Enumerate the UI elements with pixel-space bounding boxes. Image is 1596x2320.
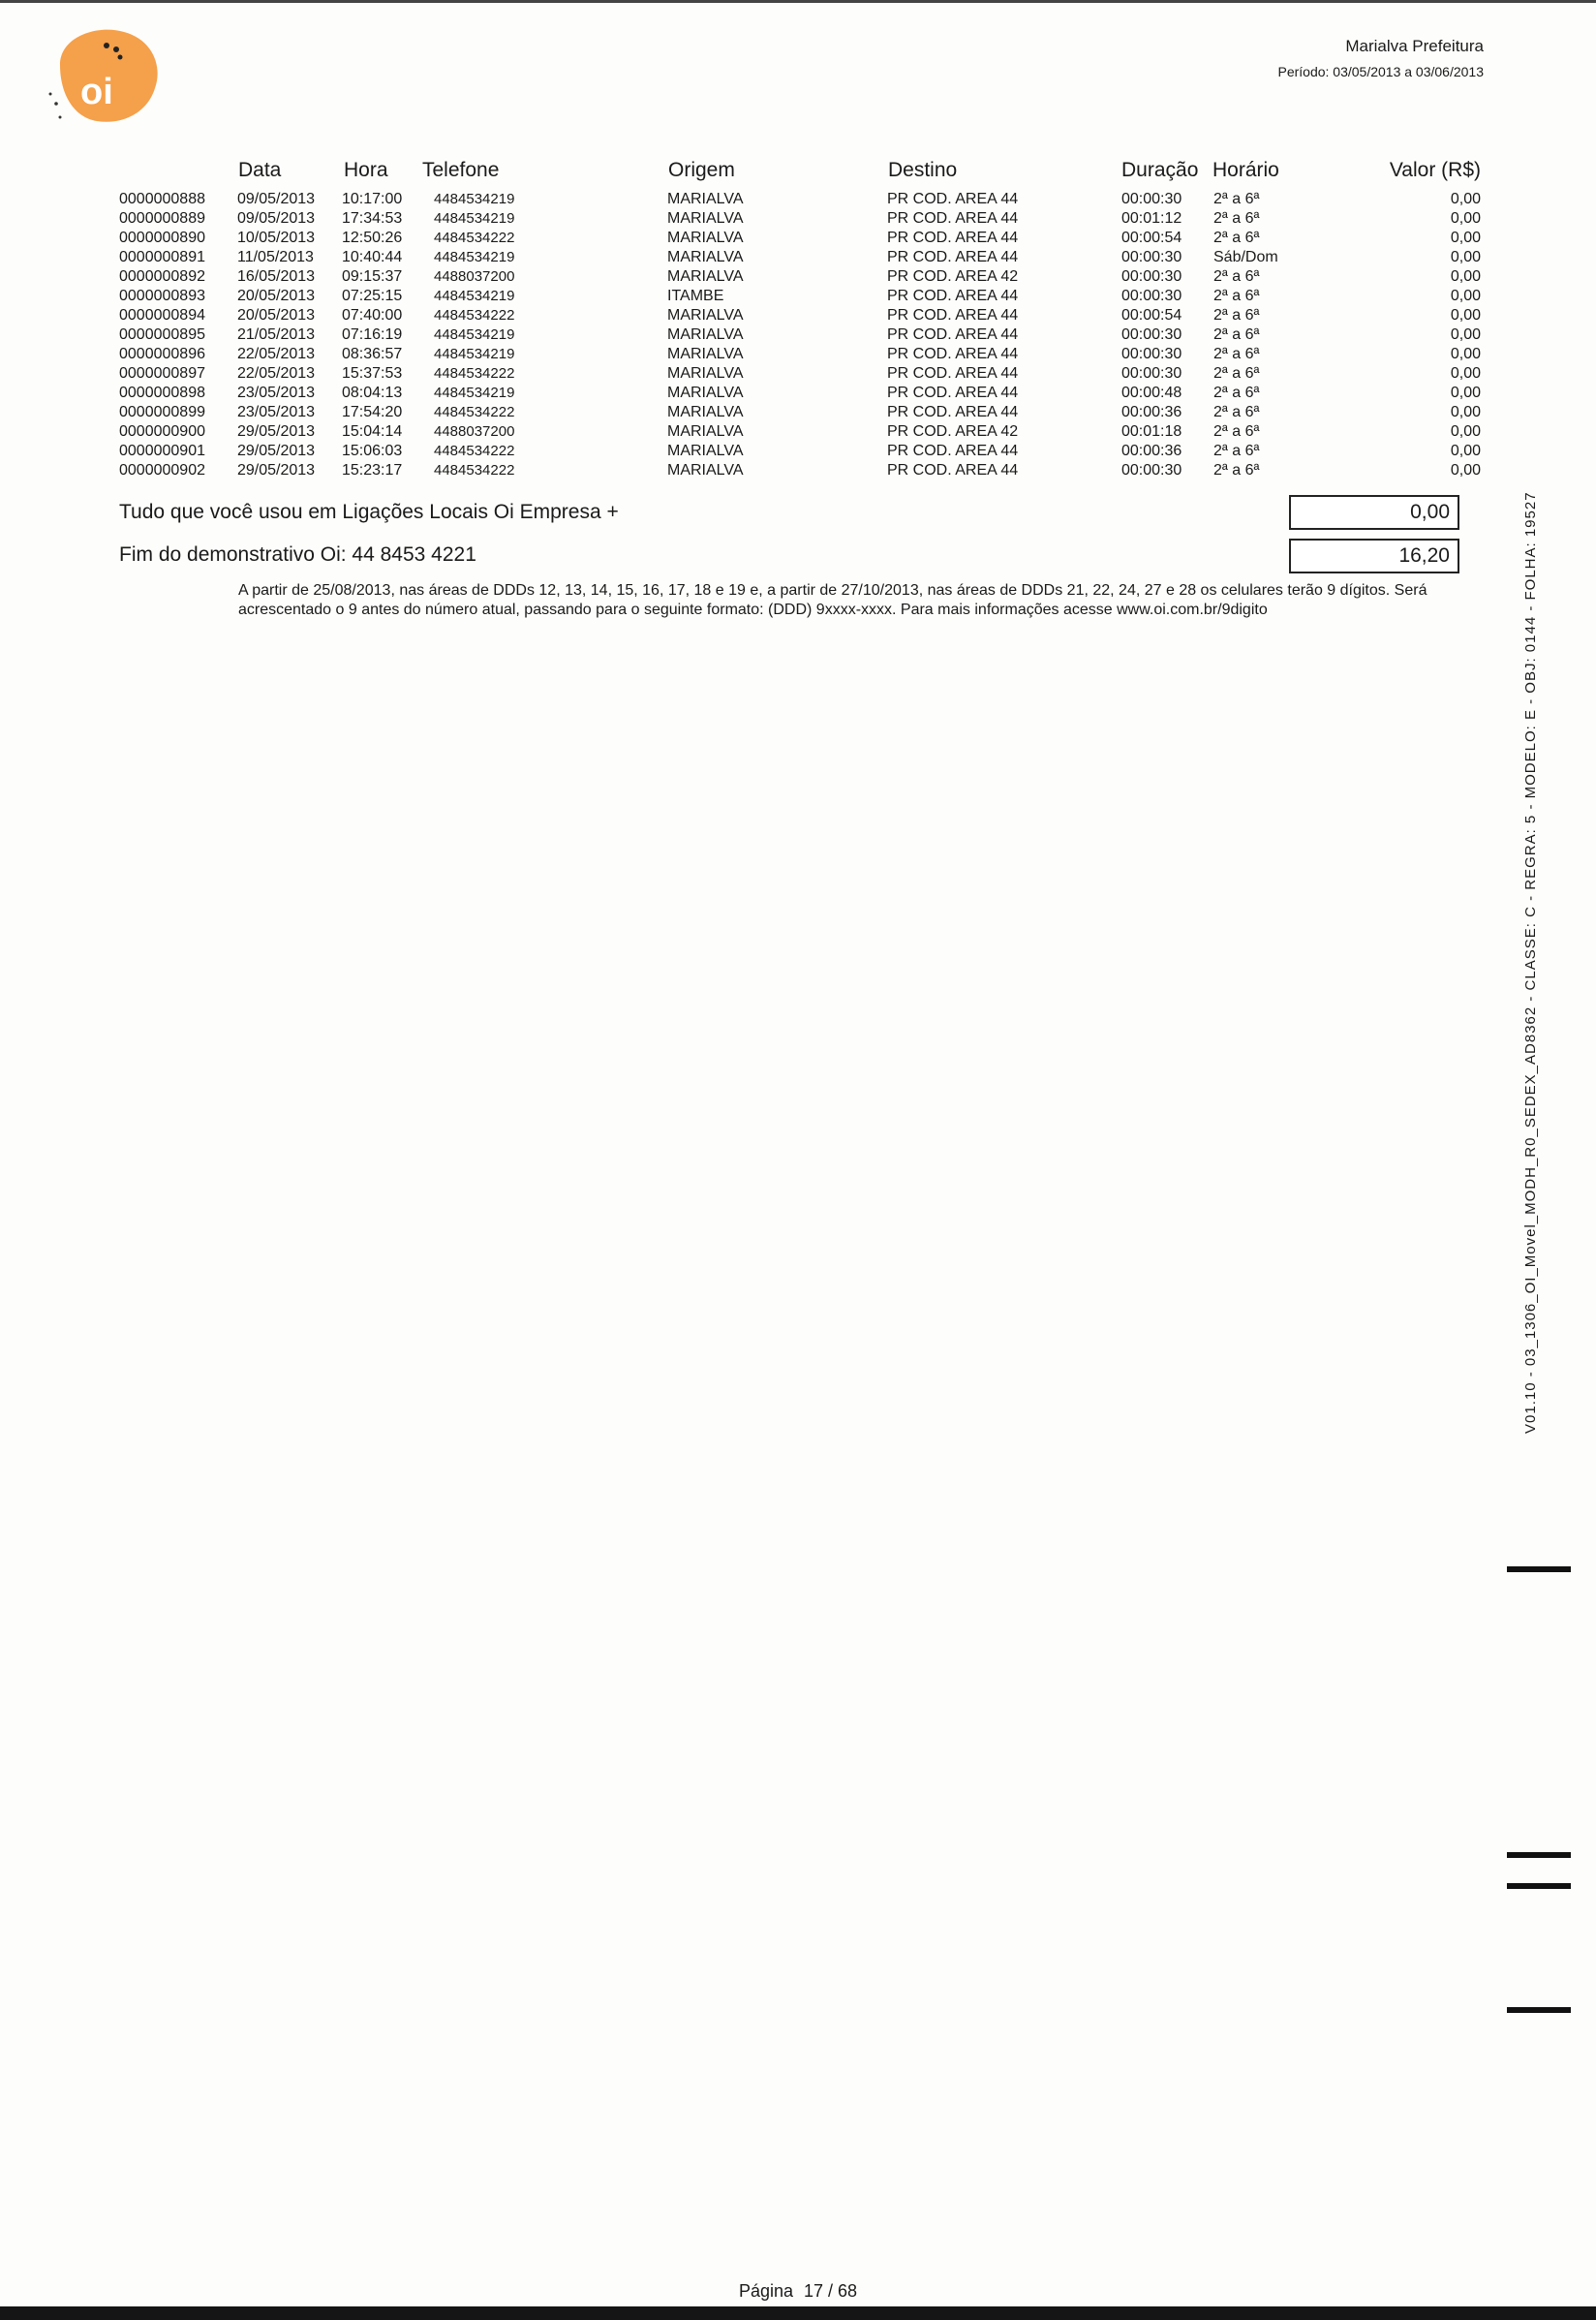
- cell-id: 0000000899: [119, 404, 205, 420]
- cell-date: 22/05/2013: [237, 365, 316, 382]
- cell-time: 15:23:17: [342, 462, 403, 479]
- cell-destination: PR COD. AREA 44: [887, 462, 1019, 479]
- cell-id: 0000000894: [119, 307, 205, 324]
- top-edge-line: [0, 0, 1596, 3]
- cell-date: 10/05/2013: [237, 230, 316, 246]
- cell-phone: 4484534219: [434, 210, 515, 227]
- table-row: [119, 461, 1481, 480]
- cell-time: 17:54:20: [342, 404, 403, 420]
- table-row: [119, 267, 1481, 287]
- nine-digit-notice: A partir de 25/08/2013, nas áreas de DDDs 12, 13, 14, 15, 16, 17, 18 e 19 e, a partir de 27/10/2013, nas áreas de DDDs 21, 22, 24, 27 e 28 os celulares terão 9 dígitos. Será acrescentado o 9 antes do número atual, passando para o seguinte formato: (DDD) 9xxxx-xxxx. Para mais informações acesse www.oi.com.br/9digito: [238, 582, 1427, 618]
- cell-time: 10:40:44: [342, 249, 403, 265]
- cell-value: 0,00: [1450, 249, 1481, 265]
- page-number: 17 / 68: [804, 2281, 858, 2301]
- cell-period: 2ª a 6ª: [1213, 191, 1260, 207]
- logo-dot: [118, 55, 123, 60]
- cell-origin: MARIALVA: [667, 249, 744, 265]
- cell-date: 29/05/2013: [237, 443, 316, 459]
- logo-dot: [49, 93, 52, 96]
- cell-destination: PR COD. AREA 42: [887, 423, 1019, 440]
- cell-phone: 4484534222: [434, 443, 515, 459]
- cell-date: 09/05/2013: [237, 191, 316, 207]
- cell-id: 0000000889: [119, 210, 205, 227]
- cell-destination: PR COD. AREA 44: [887, 385, 1019, 401]
- logo-dot: [113, 46, 119, 52]
- table-row: [119, 442, 1481, 461]
- cell-value: 0,00: [1450, 346, 1481, 362]
- cell-origin: MARIALVA: [667, 307, 744, 324]
- table-row: [119, 306, 1481, 325]
- calls-table: [119, 157, 1481, 480]
- table-row: [119, 345, 1481, 364]
- table-row: [119, 422, 1481, 442]
- page-label: Página: [738, 2281, 793, 2301]
- side-control-code: V01.10 - 03_1306_OI_Movel_MODH_R0_SEDEX_AD8362 - CLASSE: C - REGRA: 5 - MODELO: E - OBJ: 0144 - FOLHA: 19527: [1522, 491, 1539, 1434]
- cell-origin: ITAMBE: [667, 288, 724, 304]
- cell-duration: 00:00:36: [1121, 443, 1182, 459]
- header: [1277, 37, 1484, 79]
- cell-origin: MARIALVA: [667, 191, 744, 207]
- cell-value: 0,00: [1450, 307, 1481, 324]
- cell-origin: MARIALVA: [667, 346, 744, 362]
- cell-period: 2ª a 6ª: [1213, 210, 1260, 227]
- cell-time: 08:36:57: [342, 346, 403, 362]
- cell-phone: 4484534219: [434, 288, 515, 304]
- logo-dot: [54, 102, 58, 106]
- cell-value: 0,00: [1450, 288, 1481, 304]
- table-row: [119, 287, 1481, 306]
- cell-period: 2ª a 6ª: [1213, 326, 1260, 343]
- cell-destination: PR COD. AREA 44: [887, 230, 1019, 246]
- print-mark: [1507, 1852, 1571, 1858]
- cell-date: 09/05/2013: [237, 210, 316, 227]
- company-name: Marialva Prefeitura: [1345, 37, 1484, 55]
- cell-duration: 00:00:54: [1121, 230, 1182, 246]
- cell-duration: 00:01:12: [1121, 210, 1182, 227]
- cell-origin: MARIALVA: [667, 326, 744, 343]
- cell-phone: 4484534222: [434, 230, 515, 246]
- cell-destination: PR COD. AREA 44: [887, 404, 1019, 420]
- logo-dot: [104, 43, 109, 48]
- cell-period: 2ª a 6ª: [1213, 385, 1260, 401]
- cell-phone: 4484534219: [434, 385, 515, 401]
- cell-id: 0000000896: [119, 346, 205, 362]
- cell-date: 23/05/2013: [237, 385, 316, 401]
- cell-period: 2ª a 6ª: [1213, 462, 1260, 479]
- cell-phone: 4484534219: [434, 249, 515, 265]
- cell-value: 0,00: [1450, 191, 1481, 207]
- cell-origin: MARIALVA: [667, 443, 744, 459]
- cell-value: 0,00: [1450, 268, 1481, 285]
- local-calls-label: Tudo que você usou em Ligações Locais Oi Empresa +: [119, 501, 619, 523]
- cell-phone: 4488037200: [434, 268, 515, 285]
- cell-duration: 00:00:30: [1121, 288, 1182, 304]
- cell-value: 0,00: [1450, 404, 1481, 420]
- cell-duration: 00:00:30: [1121, 268, 1182, 285]
- cell-value: 0,00: [1450, 210, 1481, 227]
- cell-period: 2ª a 6ª: [1213, 443, 1260, 459]
- logo-dot: [59, 116, 62, 119]
- cell-date: 29/05/2013: [237, 423, 316, 440]
- cell-origin: MARIALVA: [667, 462, 744, 479]
- table-row: [119, 364, 1481, 384]
- cell-time: 07:25:15: [342, 288, 403, 304]
- cell-duration: 00:00:30: [1121, 346, 1182, 362]
- cell-id: 0000000898: [119, 385, 205, 401]
- cell-duration: 00:00:48: [1121, 385, 1182, 401]
- cell-phone: 4484534219: [434, 346, 515, 362]
- cell-duration: 00:01:18: [1121, 423, 1182, 440]
- cell-id: 0000000893: [119, 288, 205, 304]
- col-header-origin: Origem: [668, 159, 735, 181]
- cell-destination: PR COD. AREA 44: [887, 326, 1019, 343]
- cell-destination: PR COD. AREA 44: [887, 346, 1019, 362]
- local-calls-total: 0,00: [1289, 495, 1459, 530]
- cell-destination: PR COD. AREA 44: [887, 443, 1019, 459]
- cell-time: 15:37:53: [342, 365, 403, 382]
- cell-period: Sáb/Dom: [1213, 249, 1278, 265]
- cell-time: 15:06:03: [342, 443, 403, 459]
- logo-text: oi: [80, 72, 113, 112]
- cell-time: 15:04:14: [342, 423, 403, 440]
- table-row: [119, 403, 1481, 422]
- table-body: [119, 190, 1481, 480]
- cell-origin: MARIALVA: [667, 365, 744, 382]
- cell-origin: MARIALVA: [667, 385, 744, 401]
- cell-id: 0000000902: [119, 462, 205, 479]
- cell-destination: PR COD. AREA 44: [887, 288, 1019, 304]
- cell-destination: PR COD. AREA 44: [887, 210, 1019, 227]
- cell-origin: MARIALVA: [667, 268, 744, 285]
- col-header-destination: Destino: [888, 159, 958, 181]
- cell-origin: MARIALVA: [667, 210, 744, 227]
- cell-destination: PR COD. AREA 44: [887, 191, 1019, 207]
- cell-value: 0,00: [1450, 462, 1481, 479]
- cell-phone: 4484534222: [434, 404, 515, 420]
- statement-end-label: Fim do demonstrativo Oi: 44 8453 4221: [119, 543, 476, 566]
- cell-period: 2ª a 6ª: [1213, 365, 1260, 382]
- cell-id: 0000000900: [119, 423, 205, 440]
- table-row: [119, 248, 1481, 267]
- cell-date: 11/05/2013: [237, 249, 314, 265]
- cell-origin: MARIALVA: [667, 423, 744, 440]
- cell-id: 0000000897: [119, 365, 205, 382]
- cell-time: 07:40:00: [342, 307, 403, 324]
- cell-period: 2ª a 6ª: [1213, 268, 1260, 285]
- cell-duration: 00:00:30: [1121, 326, 1182, 343]
- print-mark: [1507, 1566, 1571, 1572]
- billing-period: Período: 03/05/2013 a 03/06/2013: [1277, 64, 1484, 79]
- cell-period: 2ª a 6ª: [1213, 288, 1260, 304]
- cell-duration: 00:00:54: [1121, 307, 1182, 324]
- cell-date: 22/05/2013: [237, 346, 316, 362]
- cell-time: 10:17:00: [342, 191, 403, 207]
- cell-period: 2ª a 6ª: [1213, 346, 1260, 362]
- cell-value: 0,00: [1450, 423, 1481, 440]
- cell-phone: 4484534222: [434, 307, 515, 324]
- cell-destination: PR COD. AREA 42: [887, 268, 1019, 285]
- cell-phone: 4484534222: [434, 462, 515, 479]
- col-header-period: Horário: [1212, 159, 1279, 181]
- cell-duration: 00:00:30: [1121, 249, 1182, 265]
- col-header-phone: Telefone: [422, 159, 500, 181]
- cell-phone: 4484534219: [434, 326, 515, 343]
- cell-value: 0,00: [1450, 326, 1481, 343]
- cell-phone: 4484534219: [434, 191, 515, 207]
- cell-time: 17:34:53: [342, 210, 403, 227]
- oi-logo: [39, 24, 174, 131]
- cell-date: 29/05/2013: [237, 462, 316, 479]
- cell-duration: 00:00:30: [1121, 462, 1182, 479]
- cell-period: 2ª a 6ª: [1213, 307, 1260, 324]
- table-header: [119, 157, 1481, 186]
- cell-value: 0,00: [1450, 230, 1481, 246]
- cell-date: 21/05/2013: [237, 326, 316, 343]
- col-header-value: Valor (R$): [1389, 159, 1481, 181]
- cell-time: 08:04:13: [342, 385, 403, 401]
- cell-destination: PR COD. AREA 44: [887, 307, 1019, 324]
- table-row: [119, 325, 1481, 345]
- cell-duration: 00:00:30: [1121, 191, 1182, 207]
- cell-value: 0,00: [1450, 365, 1481, 382]
- print-mark: [1507, 2007, 1571, 2013]
- cell-period: 2ª a 6ª: [1213, 423, 1260, 440]
- cell-value: 0,00: [1450, 385, 1481, 401]
- cell-value: 0,00: [1450, 443, 1481, 459]
- cell-phone: 4488037200: [434, 423, 515, 440]
- cell-duration: 00:00:36: [1121, 404, 1182, 420]
- cell-destination: PR COD. AREA 44: [887, 365, 1019, 382]
- cell-id: 0000000901: [119, 443, 205, 459]
- table-row: [119, 209, 1481, 229]
- table-row: [119, 190, 1481, 209]
- cell-origin: MARIALVA: [667, 404, 744, 420]
- cell-period: 2ª a 6ª: [1213, 404, 1260, 420]
- cell-id: 0000000891: [119, 249, 205, 265]
- cell-time: 09:15:37: [342, 268, 403, 285]
- cell-time: 12:50:26: [342, 230, 403, 246]
- table-row: [119, 229, 1481, 248]
- table-row: [119, 384, 1481, 403]
- cell-origin: MARIALVA: [667, 230, 744, 246]
- cell-destination: PR COD. AREA 44: [887, 249, 1019, 265]
- cell-phone: 4484534222: [434, 365, 515, 382]
- cell-duration: 00:00:30: [1121, 365, 1182, 382]
- page-footer: [0, 2281, 1596, 2302]
- cell-id: 0000000892: [119, 268, 205, 285]
- cell-period: 2ª a 6ª: [1213, 230, 1260, 246]
- cell-date: 20/05/2013: [237, 288, 316, 304]
- cell-date: 16/05/2013: [237, 268, 316, 285]
- bottom-edge-bar: [0, 2306, 1596, 2320]
- col-header-time: Hora: [344, 159, 388, 181]
- col-header-duration: Duração: [1121, 159, 1199, 181]
- cell-date: 23/05/2013: [237, 404, 316, 420]
- col-header-date: Data: [238, 159, 282, 181]
- cell-id: 0000000895: [119, 326, 205, 343]
- print-mark: [1507, 1883, 1571, 1889]
- cell-id: 0000000888: [119, 191, 205, 207]
- cell-time: 07:16:19: [342, 326, 403, 343]
- cell-date: 20/05/2013: [237, 307, 316, 324]
- statement-total: 16,20: [1289, 539, 1459, 573]
- cell-id: 0000000890: [119, 230, 205, 246]
